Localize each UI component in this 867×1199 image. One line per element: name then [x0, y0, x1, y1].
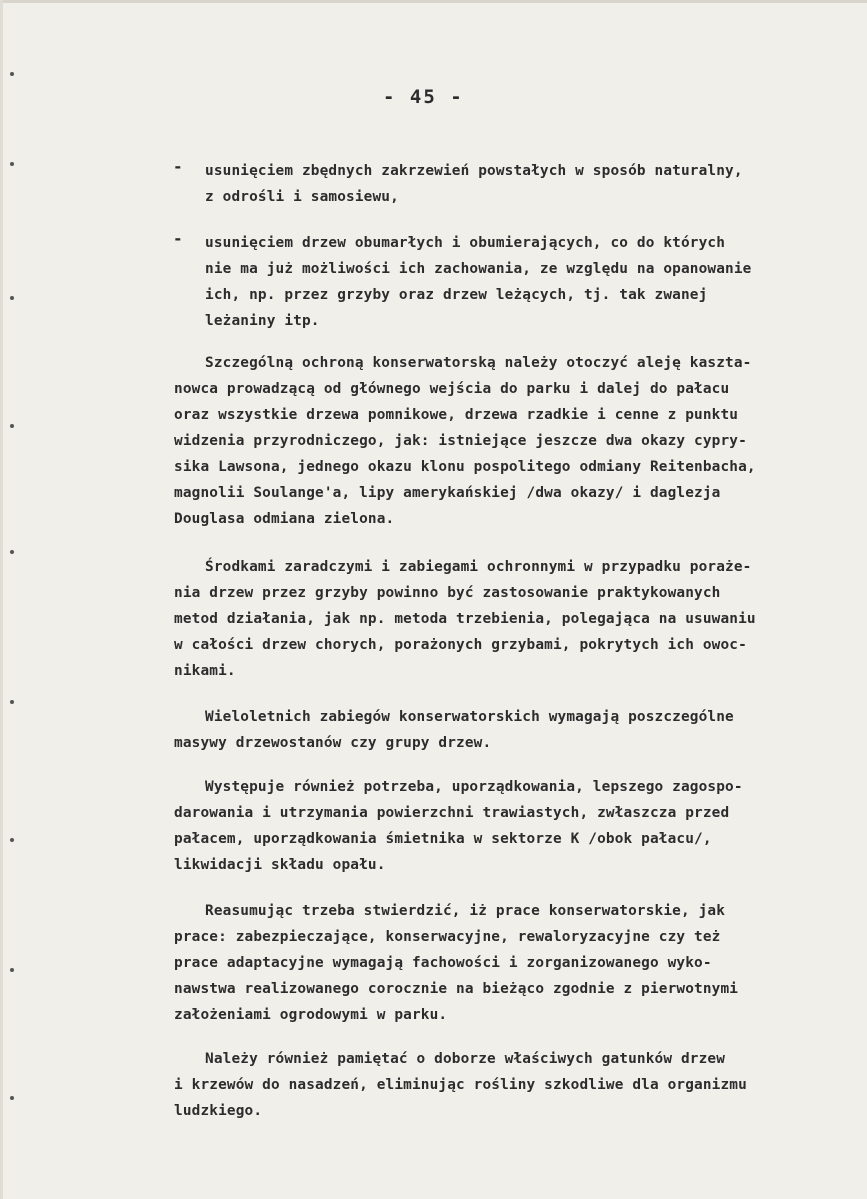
paragraph-line: Występuje również potrzeba, uporządkowania, lepszego zagospo- [205, 779, 743, 795]
paragraph-line: prace adaptacyjne wymagają fachowości i zorganizowanego wyko- [174, 955, 712, 971]
paragraph-line: darowania i utrzymania powierzchni trawiastych, zwłaszcza przed [174, 805, 730, 821]
paragraph-line: nikami. [174, 663, 236, 679]
paragraph-line: magnolii Soulange'a, lipy amerykańskiej /dwa okazy/ i daglezja [174, 485, 721, 501]
paragraph-line: Wieloletnich zabiegów konserwatorskich wymagają poszczególne [205, 709, 734, 725]
paragraph-line: nawstwa realizowanego corocznie na bieżąco zgodnie z pierwotnymi [174, 981, 739, 997]
paragraph-line: w całości drzew chorych, porażonych grzybami, pokrytych ich owoc- [174, 637, 747, 653]
margin-mark [10, 838, 14, 842]
page-number: - 45 - [383, 86, 464, 108]
bullet-dash: - [173, 157, 183, 176]
margin-mark [10, 700, 14, 704]
bullet-line: usunięciem drzew obumarłych i obumierających, co do których [205, 235, 726, 251]
paragraph-line: i krzewów do nasadzeń, eliminując rośliny szkodliwe dla organizmu [174, 1077, 747, 1093]
paragraph-line: Douglasa odmiana zielona. [174, 511, 395, 527]
paragraph-line: nia drzew przez grzyby powinno być zastosowanie praktykowanych [174, 585, 721, 601]
margin-mark [10, 424, 14, 428]
bullet-line: nie ma już możliwości ich zachowania, ze względu na opanowanie [205, 261, 752, 277]
paragraph-line: Reasumując trzeba stwierdzić, iż prace konserwatorskie, jak [205, 903, 726, 919]
paragraph-line: ludzkiego. [174, 1103, 263, 1119]
scan-left-edge [0, 0, 3, 1199]
bullet-line: leżaniny itp. [205, 313, 320, 329]
margin-mark [10, 968, 14, 972]
paragraph-line: masywy drzewostanów czy grupy drzew. [174, 735, 492, 751]
paragraph-line: nowca prowadzącą od głównego wejścia do parku i dalej do pałacu [174, 381, 730, 397]
paragraph-line: Szczególną ochroną konserwatorską należy otoczyć aleję kaszta- [205, 355, 752, 371]
paragraph-line: Środkami zaradczymi i zabiegami ochronnymi w przypadku poraże- [205, 559, 752, 575]
paragraph-line: likwidacji składu opału. [174, 857, 386, 873]
bullet-line: z odrośli i samosiewu, [205, 189, 399, 205]
scan-top-edge [0, 0, 867, 3]
bullet-line: usunięciem zbędnych zakrzewień powstałych w sposób naturalny, [205, 163, 743, 179]
bullet-dash: - [173, 229, 183, 248]
margin-mark [10, 72, 14, 76]
margin-mark [10, 1096, 14, 1100]
paragraph-line: prace: zabezpieczające, konserwacyjne, rewaloryzacyjne czy też [174, 929, 721, 945]
paragraph-line: założeniami ogrodowymi w parku. [174, 1007, 448, 1023]
paragraph-line: metod działania, jak np. metoda trzebienia, polegająca na usuwaniu [174, 611, 756, 627]
paragraph-line: Należy również pamiętać o doborze właściwych gatunków drzew [205, 1051, 726, 1067]
paragraph-line: pałacem, uporządkowania śmietnika w sektorze K /obok pałacu/, [174, 831, 712, 847]
paragraph-line: widzenia przyrodniczego, jak: istniejące jeszcze dwa okazy cypry- [174, 433, 747, 449]
margin-mark [10, 296, 14, 300]
bullet-line: ich, np. przez grzyby oraz drzew leżących, tj. tak zwanej [205, 287, 708, 303]
paragraph-line: oraz wszystkie drzewa pomnikowe, drzewa rzadkie i cenne z punktu [174, 407, 739, 423]
margin-mark [10, 550, 14, 554]
margin-mark [10, 162, 14, 166]
paragraph-line: sika Lawsona, jednego okazu klonu pospolitego odmiany Reitenbacha, [174, 459, 756, 475]
